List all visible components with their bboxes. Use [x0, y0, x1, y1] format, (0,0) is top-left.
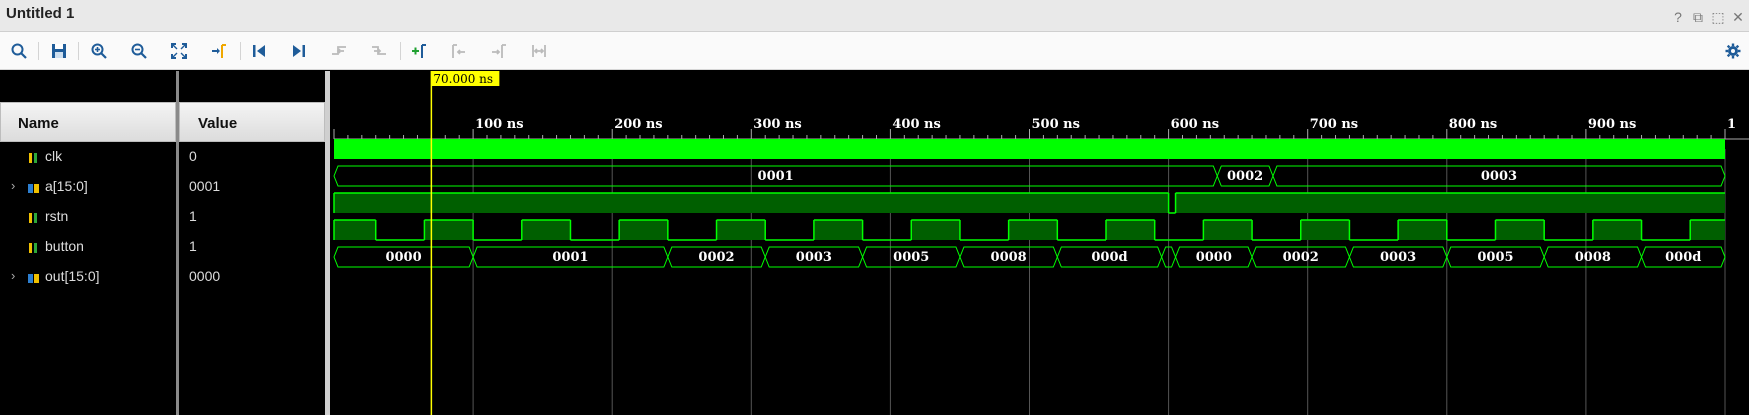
signal-name: a[15:0] — [45, 178, 88, 194]
button-high-fill — [334, 220, 376, 240]
signal-value-panel — [179, 71, 325, 415]
gear-icon[interactable] — [1722, 40, 1744, 62]
save-icon[interactable] — [48, 40, 70, 62]
a-bus-value-label: 0001 — [757, 169, 794, 184]
ruler-tick-label: 700 ns — [1309, 117, 1359, 132]
out-bus-value-label: 0000 — [385, 250, 422, 265]
zoom-out-icon[interactable] — [128, 40, 150, 62]
button-high-fill — [1690, 220, 1725, 240]
signal-name: button — [45, 238, 84, 254]
clk-waveform — [334, 139, 1725, 159]
ruler-tick-label: 200 ns — [614, 117, 663, 132]
button-high-fill — [1398, 220, 1447, 240]
signal-row-button[interactable] — [0, 237, 176, 257]
signal-value-button: 1 — [189, 238, 197, 254]
zoom-fit-icon[interactable] — [168, 40, 190, 62]
next-transition-icon[interactable] — [368, 40, 390, 62]
go-to-start-icon[interactable] — [248, 40, 270, 62]
out-bus-value-label: 0008 — [990, 250, 1027, 265]
go-to-end-icon[interactable] — [288, 40, 310, 62]
signal-name: clk — [45, 148, 63, 164]
signal-row-out[interactable] — [0, 267, 176, 287]
out-bus-value-label: 0002 — [1282, 250, 1319, 265]
button-high-fill — [1009, 220, 1058, 240]
help-icon[interactable]: ? — [1674, 9, 1682, 25]
out-bus-value-label: 0001 — [552, 250, 589, 265]
go-to-cursor-icon[interactable] — [208, 40, 230, 62]
bus-signal-icon — [27, 181, 41, 195]
float-icon[interactable]: ⬚ — [1711, 9, 1725, 25]
ruler-tick-label: 1 — [1727, 117, 1737, 132]
button-high-fill — [522, 220, 571, 240]
swap-cursors-icon[interactable] — [528, 40, 550, 62]
signal-value-clk: 0 — [189, 148, 197, 164]
out-bus-value-label: 0003 — [795, 250, 832, 265]
out-bus-value-label: 000d — [1665, 250, 1702, 265]
waveform-toolbar — [0, 32, 1749, 70]
bit-signal-icon — [27, 211, 41, 225]
out-bus-value-label: 0003 — [1380, 250, 1417, 265]
button-high-fill — [1593, 220, 1642, 240]
title-bar — [0, 0, 1749, 32]
waveform-viewer[interactable] — [330, 71, 1749, 415]
out-bus-value-label: 0000 — [1195, 250, 1232, 265]
ruler-tick-label: 400 ns — [892, 117, 941, 132]
signal-row-rstn[interactable] — [0, 207, 176, 227]
button-high-fill — [1106, 220, 1155, 240]
bit-signal-icon — [27, 241, 41, 255]
out-bus-value-label: 0002 — [698, 250, 735, 265]
ruler-tick-label: 600 ns — [1170, 117, 1220, 132]
ruler-tick-label: 100 ns — [475, 117, 524, 132]
button-high-fill — [717, 220, 766, 240]
close-icon[interactable]: ✕ — [1732, 9, 1744, 25]
signal-name-panel — [0, 71, 176, 415]
out-bus-value-label: 000d — [1091, 250, 1128, 265]
bus-signal-icon — [27, 271, 41, 285]
previous-transition-icon[interactable] — [328, 40, 350, 62]
zoom-in-icon[interactable] — [88, 40, 110, 62]
a-bus-value-label: 0002 — [1227, 169, 1264, 184]
signal-value-a: 0001 — [189, 178, 221, 194]
ruler-tick-label: 800 ns — [1448, 117, 1498, 132]
out-bus-value-label: 0008 — [1574, 250, 1611, 265]
out-bus-value-label: 0005 — [893, 250, 930, 265]
next-marker-icon[interactable] — [488, 40, 510, 62]
add-marker-icon[interactable] — [408, 40, 430, 62]
ruler-tick-label: 300 ns — [753, 117, 802, 132]
button-high-fill — [619, 220, 668, 240]
signal-name: rstn — [45, 208, 69, 224]
button-high-fill — [1495, 220, 1544, 240]
name-column-header[interactable]: Name — [0, 102, 176, 142]
signal-name: out[15:0] — [45, 268, 100, 284]
search-icon[interactable] — [8, 40, 30, 62]
button-high-fill — [911, 220, 960, 240]
button-high-fill — [1301, 220, 1350, 240]
restore-icon[interactable]: ⧉ — [1693, 9, 1703, 25]
signal-row-a[interactable] — [0, 177, 176, 197]
previous-marker-icon[interactable] — [448, 40, 470, 62]
bit-signal-icon — [27, 151, 41, 165]
cursor-time-label: 70.000 ns — [433, 72, 494, 86]
ruler-tick-label: 900 ns — [1587, 117, 1637, 132]
window-title: Untitled 1 — [6, 5, 75, 22]
expand-chevron-icon[interactable]: › — [11, 268, 16, 283]
signal-row-clk[interactable] — [0, 147, 176, 167]
out-bus-value-label: 0005 — [1477, 250, 1514, 265]
ruler-tick-label: 500 ns — [1031, 117, 1080, 132]
signal-value-out: 0000 — [189, 268, 221, 284]
rstn-high-fill — [1176, 193, 1725, 213]
value-column-header[interactable]: Value — [179, 102, 325, 142]
a-bus-value-label: 0003 — [1480, 169, 1518, 184]
button-high-fill — [1203, 220, 1252, 240]
signal-value-rstn: 1 — [189, 208, 197, 224]
rstn-high-fill — [334, 193, 1169, 213]
expand-chevron-icon[interactable]: › — [11, 178, 16, 193]
button-high-fill — [814, 220, 863, 240]
